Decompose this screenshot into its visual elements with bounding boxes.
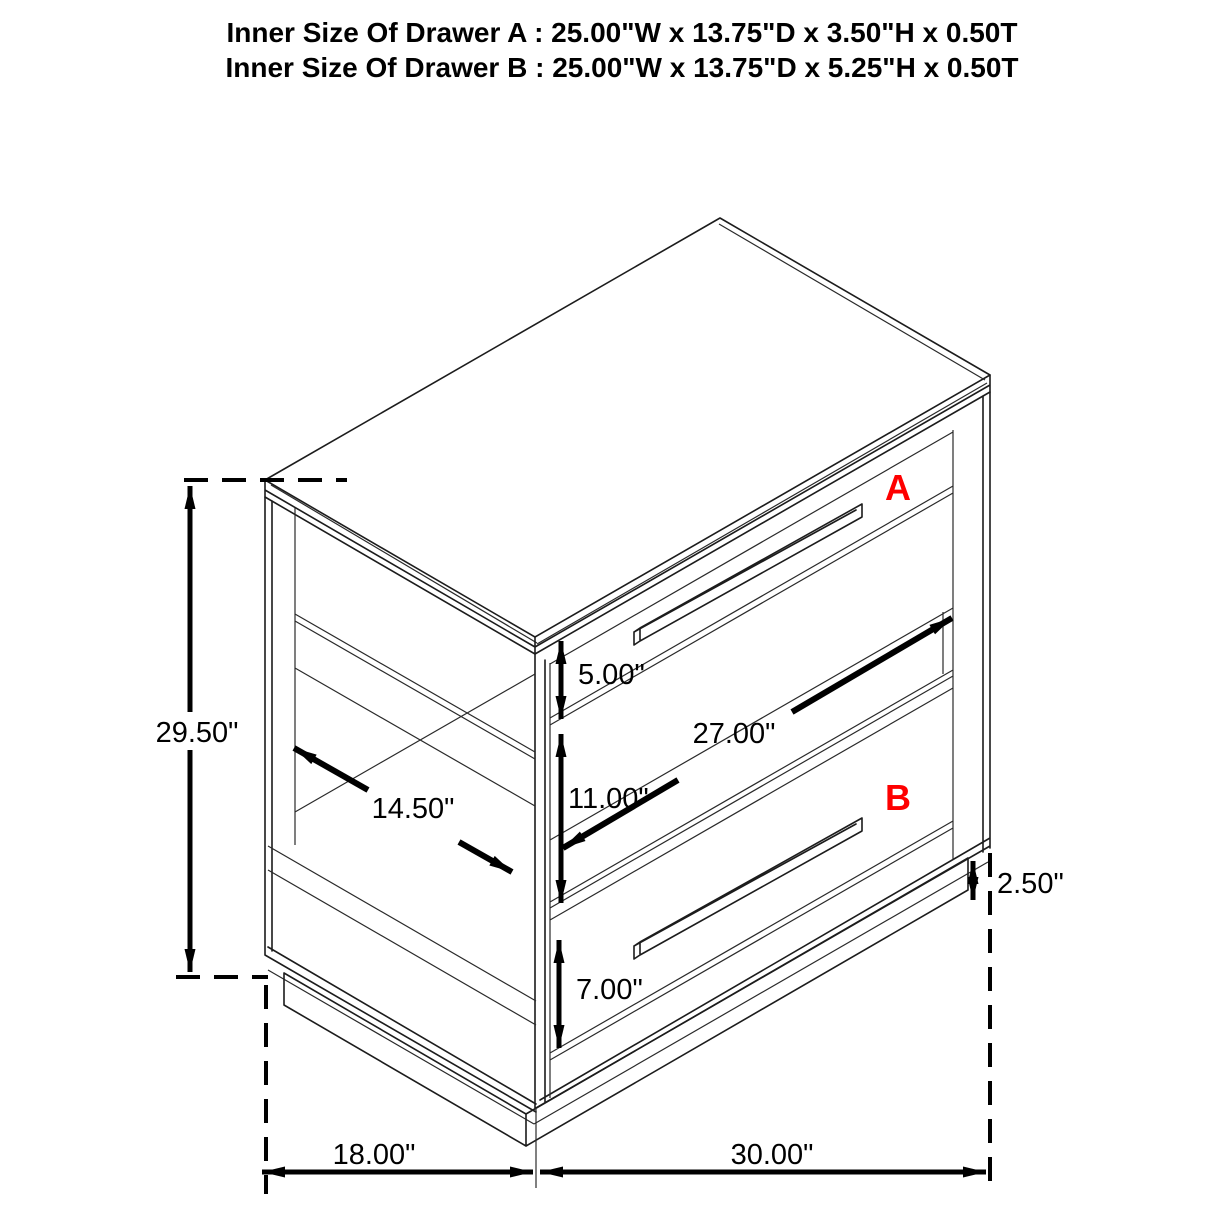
title-line-drawer-a: Inner Size Of Drawer A : 25.00"W x 13.75"D x 3.50"H x 0.50T [226, 17, 1018, 48]
dim-overall-depth-label: 18.00" [332, 1139, 416, 1171]
dim-drawer-a-height-label: 5.00" [578, 659, 645, 691]
dim-overall-width-label: 30.00" [730, 1139, 814, 1171]
dim-opening-height-label: 11.00" [568, 783, 649, 815]
dim-inner-width-label: 27.00" [692, 718, 776, 750]
dim-base-height-label: 2.50" [997, 868, 1064, 900]
dim-drawer-b-height-label: 7.00" [576, 974, 643, 1006]
drawer-b-label: B [885, 777, 911, 818]
side-face-details [268, 508, 536, 1025]
dim-overall-height-label: 29.50" [155, 717, 239, 749]
drawer-b-handle [634, 818, 862, 959]
title-line-drawer-b: Inner Size Of Drawer B : 25.00"W x 13.75"D x 5.25"H x 0.50T [225, 52, 1019, 83]
dim-shelf-depth-arrow-lower [459, 842, 512, 872]
drawer-a-label: A [885, 467, 911, 508]
dimension-annotations [156, 480, 1064, 1194]
dim-shelf-depth-label: 14.50" [371, 793, 455, 825]
top-face-rim [271, 224, 987, 644]
top-face [265, 218, 990, 637]
dim-inner-width-arrow-upper [792, 618, 952, 712]
dim-shelf-depth-arrow-upper [294, 748, 368, 790]
